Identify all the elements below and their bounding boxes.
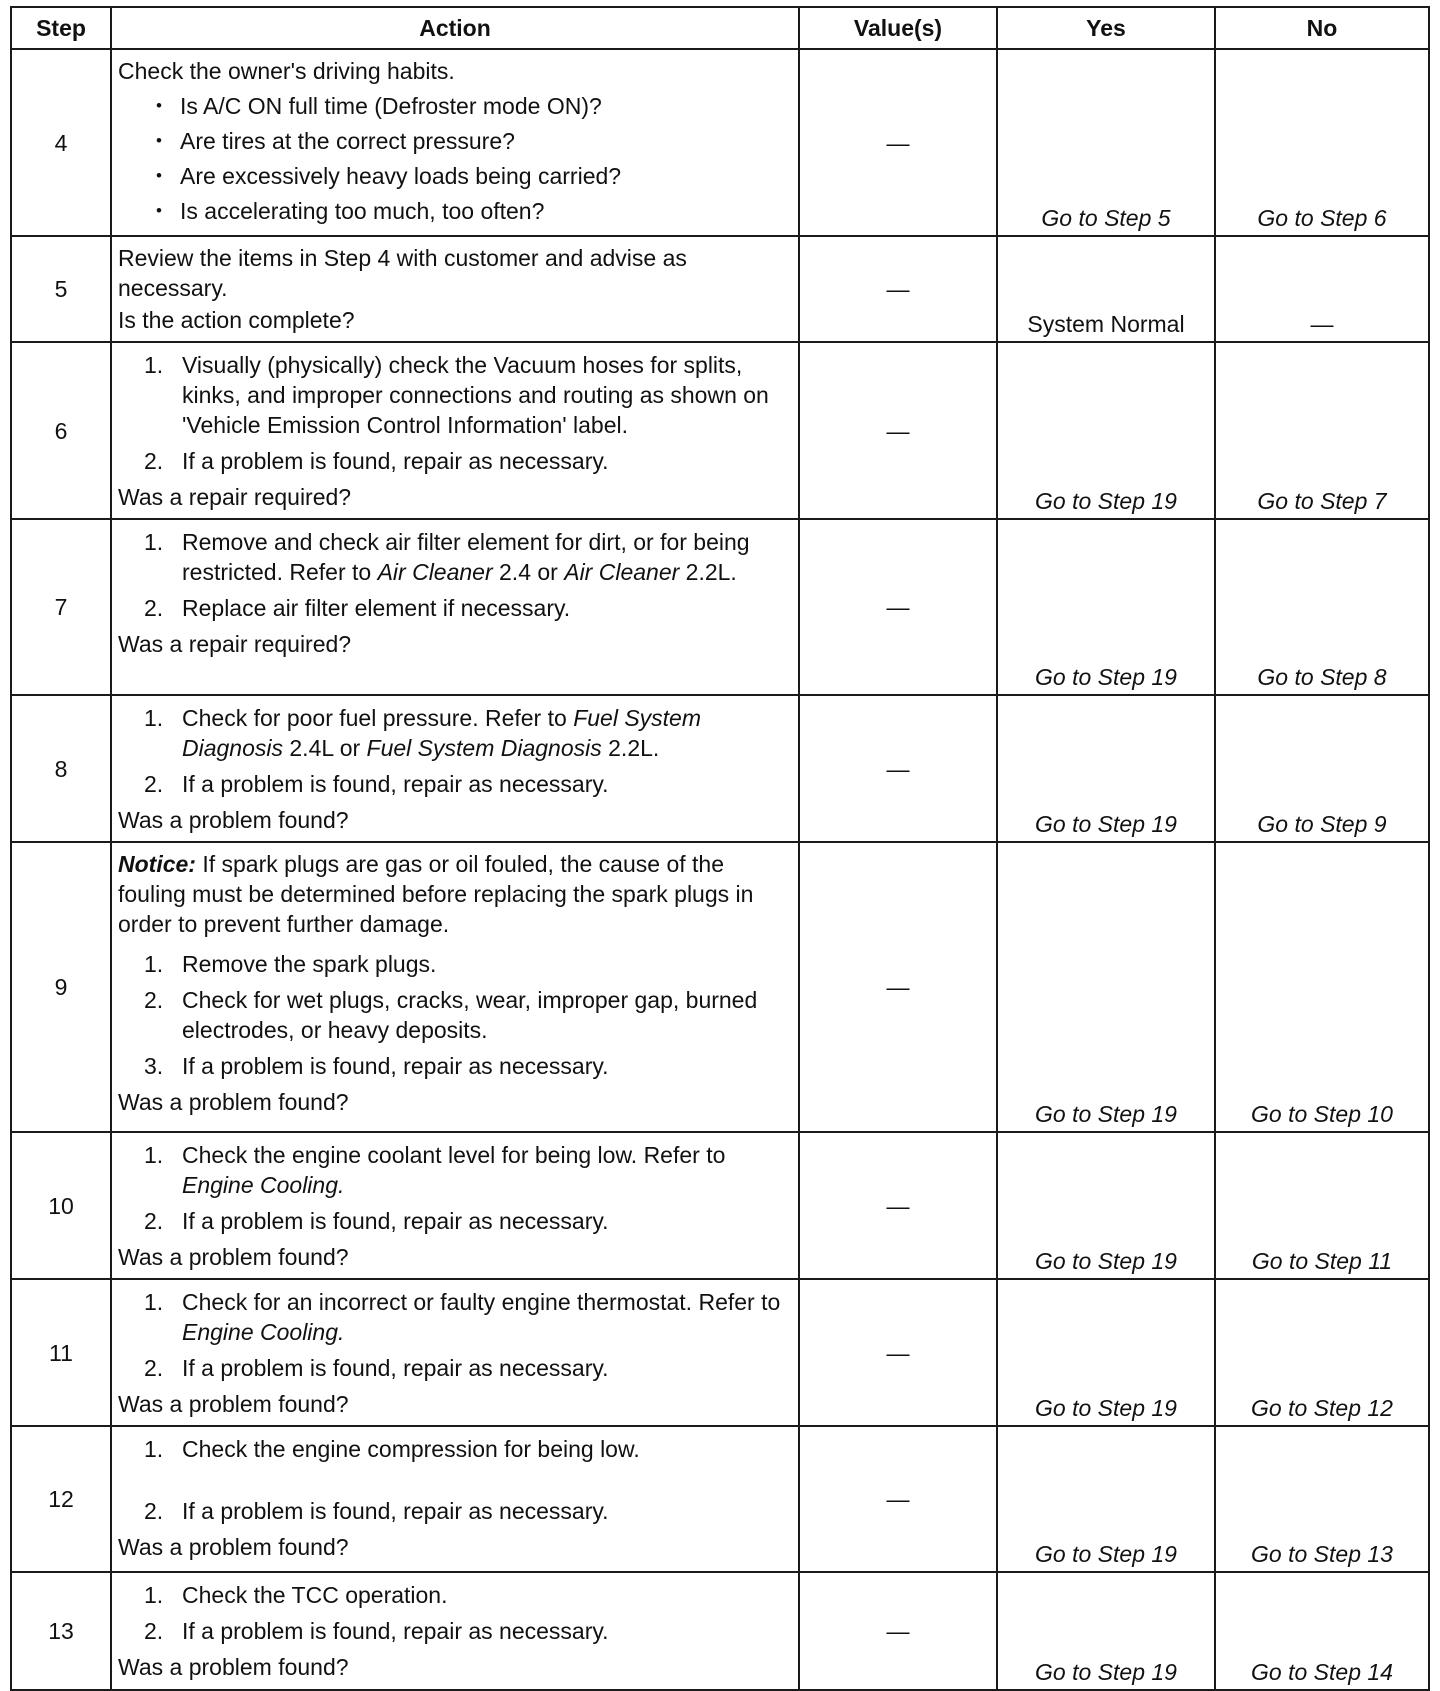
no-outcome: Go to Step 8 <box>1215 519 1429 695</box>
step-number: 7 <box>11 519 111 695</box>
value-cell: — <box>799 842 997 1132</box>
value-cell: — <box>799 695 997 842</box>
list-item-text: 2.4 or <box>499 559 558 585</box>
yes-outcome: Go to Step 19 <box>997 1132 1215 1279</box>
action-cell <box>111 49 799 236</box>
no-outcome: — <box>1215 236 1429 342</box>
action-question: Was a problem found? <box>118 1244 349 1270</box>
value-cell: — <box>799 1132 997 1279</box>
action-intro: Review the items in Step 4 with customer and advise as necessary. <box>118 245 687 301</box>
notice-text: If spark plugs are gas or oil fouled, the cause of the fouling must be determined before replacing the spark plugs in order to prevent further damage. <box>118 851 754 937</box>
value-cell: — <box>799 1572 997 1690</box>
value-cell: — <box>799 1426 997 1572</box>
list-item: 1. Remove the spark plugs. <box>144 951 437 977</box>
numbered-list <box>118 527 790 623</box>
step-number: 13 <box>11 1572 111 1690</box>
yes-outcome: Go to Step 19 <box>997 1426 1215 1572</box>
yes-outcome: Go to Step 19 <box>997 1572 1215 1690</box>
header-values: Value(s) <box>799 7 997 49</box>
list-item: 2. If a problem is found, repair as necessary. <box>144 1208 609 1234</box>
list-item-text: If a problem is found, repair as necessary. <box>182 1355 609 1381</box>
table-row <box>11 49 1429 236</box>
list-item-text: Check for an incorrect or faulty engine thermostat. Refer to <box>182 1289 781 1315</box>
list-item-text: Visually (physically) check the Vacuum hoses for splits, kinks, and improper connections and routing as shown on 'Vehicle Emission Control Information' label. <box>182 352 769 438</box>
no-outcome: Go to Step 9 <box>1215 695 1429 842</box>
list-item-text: Remove the spark plugs. <box>182 951 437 977</box>
yes-outcome: Go to Step 19 <box>997 519 1215 695</box>
numbered-list <box>118 703 790 799</box>
notice-label: Notice: <box>118 851 196 877</box>
list-item: 2. If a problem is found, repair as necessary. <box>144 771 609 797</box>
action-question: Was a repair required? <box>118 484 352 510</box>
numbered-list <box>118 1434 790 1526</box>
header-row <box>11 7 1429 49</box>
no-outcome: Go to Step 7 <box>1215 342 1429 519</box>
numbered-list <box>118 350 790 476</box>
action-intro: Check the owner's driving habits. <box>118 58 455 84</box>
list-item: 3. If a problem is found, repair as necessary. <box>144 1053 609 1079</box>
list-item: 2. If a problem is found, repair as necessary. <box>144 448 609 474</box>
action-question: Is the action complete? <box>118 307 355 333</box>
header-step: Step <box>11 7 111 49</box>
step-number: 5 <box>11 236 111 342</box>
action-question: Was a problem found? <box>118 807 349 833</box>
action-cell <box>111 1132 799 1279</box>
no-outcome: Go to Step 6 <box>1215 49 1429 236</box>
list-item-text: Replace air filter element if necessary. <box>182 595 571 621</box>
list-item-text: If a problem is found, repair as necessary. <box>182 1498 609 1524</box>
step-number: 4 <box>11 49 111 236</box>
table-row <box>11 1279 1429 1426</box>
table-row <box>11 1572 1429 1690</box>
header-yes: Yes <box>997 7 1215 49</box>
reference-link: Engine Cooling. <box>182 1319 345 1345</box>
numbered-list <box>118 1580 790 1646</box>
step-number: 11 <box>11 1279 111 1426</box>
list-item: 1. Check the engine coolant level for being low. Refer to Engine Cooling. <box>144 1142 726 1198</box>
list-item-text: Check the TCC operation. <box>182 1582 448 1608</box>
list-item: 1. Visually (physically) check the Vacuum hoses for splits, kinks, and improper connections and routing as shown on 'Vehicle Emission Control Information' label. <box>144 352 769 438</box>
list-item-text: 2.2L. <box>685 559 737 585</box>
no-outcome: Go to Step 13 <box>1215 1426 1429 1572</box>
list-item: 2. Check for wet plugs, cracks, wear, improper gap, burned electrodes, or heavy deposits. <box>144 987 758 1043</box>
list-item-text: If a problem is found, repair as necessary. <box>182 1208 609 1234</box>
action-question: Was a repair required? <box>118 631 352 657</box>
value-cell: — <box>799 49 997 236</box>
action-cell <box>111 842 799 1132</box>
notice-paragraph <box>118 849 790 939</box>
list-item-text: Check the engine compression for being low. <box>182 1436 640 1462</box>
list-item-text: 2.2L. <box>608 735 660 761</box>
table-row <box>11 842 1429 1132</box>
list-item: • Are excessively heavy loads being carried? <box>152 161 790 191</box>
value-cell: — <box>799 342 997 519</box>
action-cell <box>111 1426 799 1572</box>
yes-outcome: Go to Step 19 <box>997 342 1215 519</box>
action-cell <box>111 1279 799 1426</box>
list-item: • Is A/C ON full time (Defroster mode ON)? <box>152 91 790 121</box>
list-item: 2. If a problem is found, repair as necessary. <box>144 1498 609 1524</box>
table-row <box>11 1132 1429 1279</box>
no-outcome: Go to Step 10 <box>1215 842 1429 1132</box>
no-outcome: Go to Step 14 <box>1215 1572 1429 1690</box>
list-item: 2. If a problem is found, repair as necessary. <box>144 1355 609 1381</box>
table-row <box>11 1426 1429 1572</box>
list-item: • Is accelerating too much, too often? <box>152 196 790 226</box>
step-number: 10 <box>11 1132 111 1279</box>
value-cell: — <box>799 1279 997 1426</box>
action-cell <box>111 342 799 519</box>
action-cell <box>111 236 799 342</box>
step-number: 12 <box>11 1426 111 1572</box>
list-item: 1. Check for an incorrect or faulty engine thermostat. Refer to Engine Cooling. <box>144 1289 781 1345</box>
no-outcome: Go to Step 12 <box>1215 1279 1429 1426</box>
reference-link: Fuel System Diagnosis <box>366 735 602 761</box>
action-question: Was a problem found? <box>118 1391 349 1417</box>
list-item-text: Check for wet plugs, cracks, wear, improper gap, burned electrodes, or heavy deposits. <box>182 987 758 1043</box>
table-row <box>11 519 1429 695</box>
list-item-text: If a problem is found, repair as necessary. <box>182 448 609 474</box>
numbered-list <box>118 1287 790 1383</box>
yes-outcome: System Normal <box>997 236 1215 342</box>
step-number: 8 <box>11 695 111 842</box>
list-item: • Are tires at the correct pressure? <box>152 126 790 156</box>
reference-link: Air Cleaner <box>564 559 680 585</box>
step-number: 6 <box>11 342 111 519</box>
numbered-list <box>118 949 790 1081</box>
list-item: 1. Check the TCC operation. <box>144 1582 448 1608</box>
list-item: 1. Remove and check air filter element for dirt, or for being restricted. Refer to Air Cleaner 2.4 or Air Cleaner 2.2L. <box>144 529 750 585</box>
list-item-text: Check for poor fuel pressure. Refer to <box>182 705 567 731</box>
list-item: 1. Check for poor fuel pressure. Refer to Fuel System Diagnosis 2.4L or Fuel System Diagnosis 2.2L. <box>144 705 702 761</box>
numbered-list <box>118 1140 790 1236</box>
table-row <box>11 342 1429 519</box>
reference-link: Air Cleaner <box>377 559 493 585</box>
list-item: 1. Check the engine compression for being low. <box>144 1436 640 1462</box>
yes-outcome: Go to Step 19 <box>997 695 1215 842</box>
list-item-text: 2.4L or <box>289 735 361 761</box>
action-cell <box>111 1572 799 1690</box>
list-item-text: If a problem is found, repair as necessary. <box>182 1618 609 1644</box>
action-question: Was a problem found? <box>118 1089 349 1115</box>
action-cell <box>111 695 799 842</box>
bullet-list <box>118 91 790 226</box>
list-item-text: Check the engine coolant level for being low. Refer to <box>182 1142 726 1168</box>
action-question: Was a problem found? <box>118 1654 349 1680</box>
list-item: 2. If a problem is found, repair as necessary. <box>144 1618 609 1644</box>
list-item: 2. Replace air filter element if necessary. <box>144 595 571 621</box>
list-item-text: Remove and check air filter element for dirt, or for being restricted. Refer to <box>182 529 750 585</box>
diagnostic-table <box>10 6 1430 1691</box>
table-header <box>11 7 1429 49</box>
yes-outcome: Go to Step 19 <box>997 1279 1215 1426</box>
yes-outcome: Go to Step 5 <box>997 49 1215 236</box>
table-row <box>11 695 1429 842</box>
value-cell: — <box>799 236 997 342</box>
reference-link: Fuel System Diagnosis <box>182 705 702 761</box>
no-outcome: Go to Step 11 <box>1215 1132 1429 1279</box>
header-action: Action <box>111 7 799 49</box>
list-item-text: If a problem is found, repair as necessary. <box>182 1053 609 1079</box>
yes-outcome: Go to Step 19 <box>997 842 1215 1132</box>
reference-link: Engine Cooling. <box>182 1172 345 1198</box>
header-no: No <box>1215 7 1429 49</box>
step-number: 9 <box>11 842 111 1132</box>
list-item-text: If a problem is found, repair as necessary. <box>182 771 609 797</box>
action-question: Was a problem found? <box>118 1534 349 1560</box>
action-cell <box>111 519 799 695</box>
value-cell: — <box>799 519 997 695</box>
table-row <box>11 236 1429 342</box>
